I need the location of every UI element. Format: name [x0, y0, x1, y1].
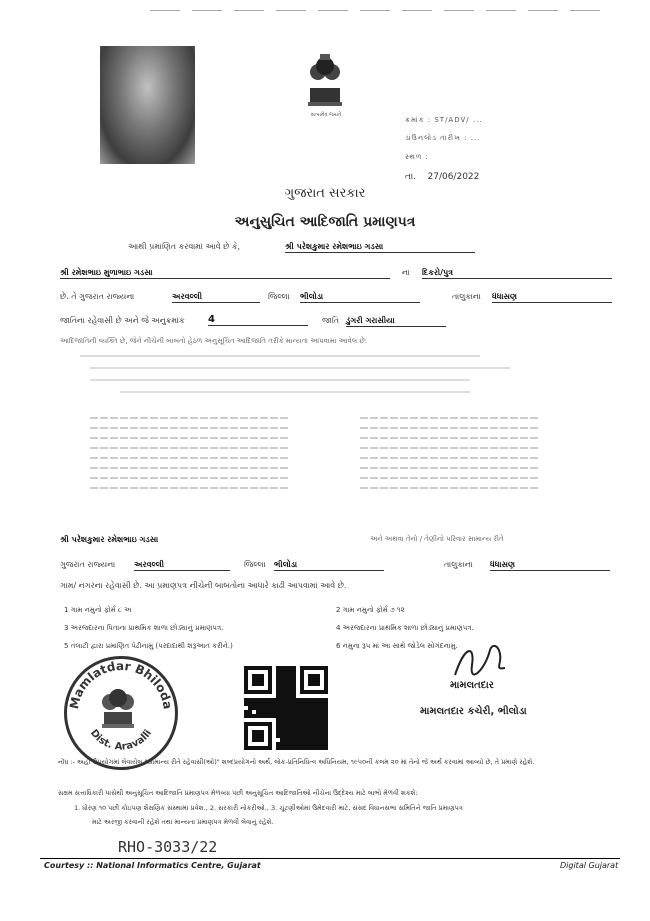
signatory-office: મામલતદાર કચેરી, ભીલોડા [420, 706, 527, 717]
seal-line-2: Dist. Aravalli [87, 727, 155, 753]
date-value: 27/06/2022 [427, 172, 480, 182]
doc-item-3: 3 અરજદારના પિતાના પ્રાથમિક શાળા છોડ્યાનું પ્રમાણપત્ર. [64, 624, 224, 632]
p2-village: ધંધાસણ [490, 560, 610, 571]
national-emblem-icon [300, 48, 350, 114]
seal-emblem-icon [92, 684, 144, 736]
relation-label: ના [402, 268, 410, 277]
p2-taluka-label: તાલુકાના [444, 560, 473, 569]
parent-name: શ્રી રમેશભાઇ મુળાભાઇ ગડસા [60, 268, 390, 279]
relation-value: દિકરો/પુત્ર [422, 268, 612, 279]
tribe-value: ડુંગરી ગરાસીયા [346, 316, 446, 327]
serial-value: 4 [208, 314, 308, 326]
applicant-photo [100, 46, 195, 164]
emblem-caption: સત્યમેવ જયતે [310, 112, 342, 118]
date-label: તા. [405, 172, 417, 182]
taluka-value: ભીલોડા [300, 292, 420, 303]
note-3: 1. ધોરણ ૧૦ પછી કોઇપણ શૈક્ષણિક સંસ્થામાં પ્રવેશ., 2. સરકારી નોકરીઓ., 3. ચૂંટણીઓમાં ઉમેદવારી માટે, સંસદ વિધાનસભા સમિતિને જાતિ પ્રમાણપત્ર [74, 804, 463, 812]
doc-item-6: 6 નમુના રૂપ માં આ સાથે જોડેલ સોગંદનામું. [336, 642, 458, 650]
issue-date [405, 172, 479, 182]
doc-item-2: 2 ગામ નમુનો ફોર્મ ૭ ૧૨ [336, 606, 405, 614]
district-value: અરવલ્લી [172, 292, 260, 303]
note-2: સક્ષમ સત્તાધિકારી પાસેથી અનુસૂચિત આદિજાતિ પ્રમાણપત્ર મેળવ્યા પછી અનુસૂચિત આદિજાતિઓ નીચેના ઉદ્દેશ્ય માટે લાભો મેળવી શકશે: [58, 789, 418, 797]
p2-line2: ગામ/ નગરના રહેવાસી છે. આ પ્રમાણપત્ર નીચેની બાબતોના આધારે કાઢી આપવામાં આવે છે. [60, 581, 347, 590]
p2-taluka: ભીલોડા [274, 560, 384, 571]
meta-line-2: ડાઉનલોડ તારીખ : ... [405, 134, 481, 142]
certificate-title: અનુસુચિત આદિજાતિ પ્રમાણપત્ર [234, 214, 416, 230]
footer-rule [40, 858, 620, 859]
taluka-label: તાલુકાના [452, 292, 481, 301]
jilla-label: જિલ્લા [268, 292, 290, 301]
note-4: માટે અરજી કરવાની રહેશે તથા માન્યતા પ્રમાણપત્ર મેળવી લેવાનું રહેશે. [92, 818, 274, 826]
doc-item-4: 4 અરજદારના પ્રાથમિક શાળા છોડ્યાનું પ્રમાણપત્ર. [336, 624, 474, 632]
govt-title: ગુજરાત સરકાર [284, 186, 366, 201]
doc-item-1: 1 ગામ નમુનો ફોર્મ ૮ અ [64, 606, 132, 614]
qr-code [244, 666, 328, 750]
handwritten-reference: RHO-3033/22 [118, 838, 218, 856]
recognized-text: આદિજાતિની વ્યક્તિ છે, જેને નીચેની બાબતો હેઠળ અનુસૂચિત આદિજાતિ તરીકે માન્યતા આપવામાં આવેલ છે: [60, 337, 368, 345]
signatory-title: મામલતદાર [450, 680, 494, 691]
orders-faint-block [60, 355, 600, 505]
meta-line-1: ક્રમાંક : ST/ADV/ ... [405, 116, 483, 124]
seal-line-1: Mamlatdar Bhiloda [66, 658, 175, 711]
p2-jilla: જિલ્લા [244, 560, 266, 569]
serial-label: જાતિના રહેવાસી છે અને જે અનુક્રમાંક [60, 316, 185, 325]
p2-state: ગુજરાત રાજ્યના [60, 560, 116, 569]
state-label: છે. તે ગુજરાત રાજ્યના [60, 292, 135, 301]
footer-brand: Digital Gujarat [560, 861, 619, 870]
note-1: નોંધ :- અહીં ઉપયોગમાં લેવાયેલ "સામાન્ય રીતે રહેવાસી(ઓ)" શબ્દપ્રયોગનો અર્થ, લોક-પ્રતિનિધિત્વ અધિનિયમ, ૧૯૫૦ની કલમ ૨૦ માં તેનો જે અર્થ કરવામાં આવ્યો છે, તે પ્રમાણે રહેશે. [58, 758, 535, 766]
tribe-label: જાતિ [322, 316, 339, 325]
meta-line-3: સ્થળ : [405, 153, 429, 161]
village-value: ધંધાસણ [492, 292, 612, 303]
footer-courtesy: Courtesy :: National Informatics Centre, Gujarat [44, 861, 261, 870]
signature-mark [450, 640, 510, 680]
p2-name: શ્રી પરેશકુમાર રમેશભાઇ ગડસા [60, 535, 159, 544]
intro-text: આથી પ્રમાણિત કરવામાં આવે છે કે, [128, 242, 241, 251]
p2-tail: અને અથવા તેનો / તેણીનો પરિવાર સામાન્ય રીતે [370, 535, 504, 543]
doc-item-5: 5 તલાટી દ્વારા પ્રમાણિત પેઢીનામું (પરદાદાથી શરૂઆત કરીને.) [64, 642, 233, 650]
p2-district: અરવલ્લી [134, 560, 230, 571]
applicant-name: શ્રી પરેશકુમાર રમેશભાઇ ગડસા [285, 242, 475, 253]
top-border [150, 10, 600, 11]
